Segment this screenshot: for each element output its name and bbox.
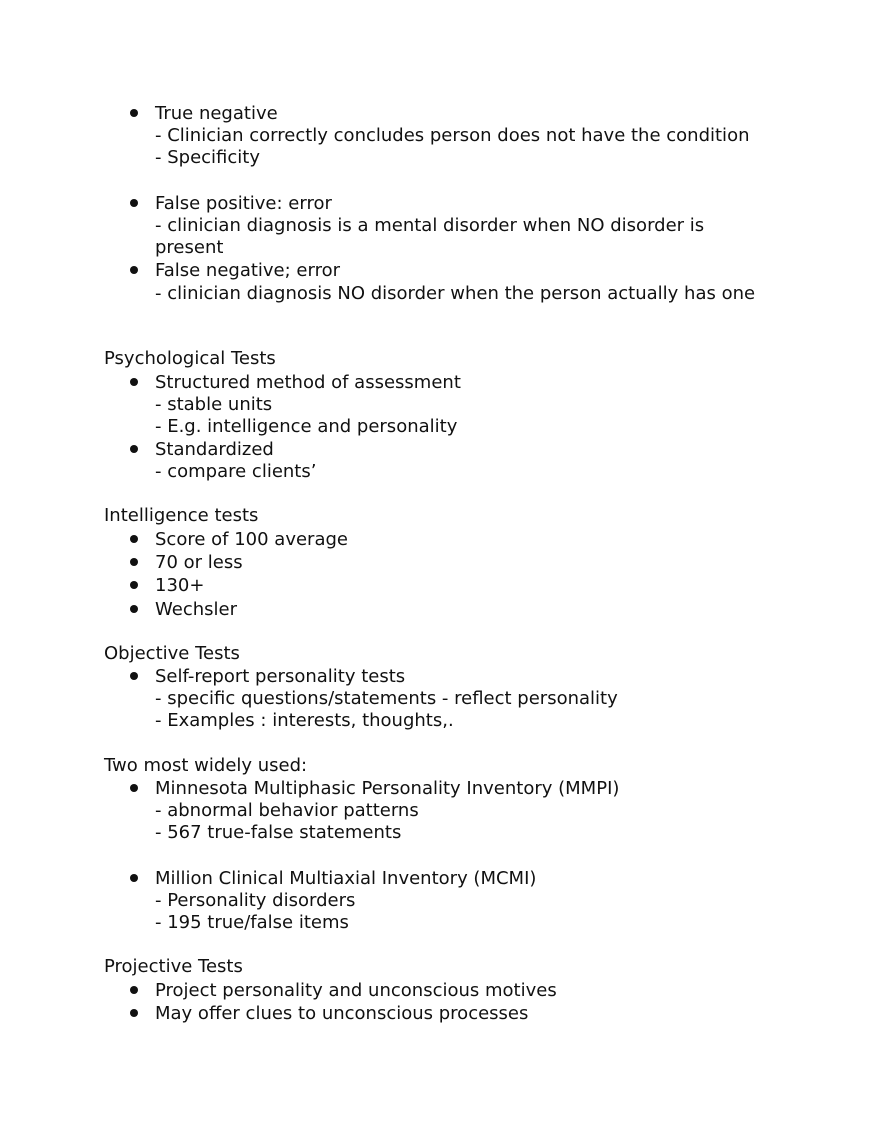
bullet-dot xyxy=(130,266,138,274)
bullet-item: 130+ xyxy=(155,575,205,596)
sub-line: - Personality disorders xyxy=(155,890,356,911)
section-heading-intelligence-tests: Intelligence tests xyxy=(104,505,259,526)
bullet-dot xyxy=(130,605,138,613)
sub-line: - specific questions/statements - reflect personality xyxy=(155,688,618,709)
bullet-true-negative: True negative xyxy=(155,103,278,124)
bullet-dot xyxy=(130,109,138,117)
bullet-dot xyxy=(130,581,138,589)
bullet-false-positive: False positive: error xyxy=(155,193,332,214)
bullet-item: 70 or less xyxy=(155,552,243,573)
section-heading-projective-tests: Projective Tests xyxy=(104,956,243,977)
sub-line: - E.g. intelligence and personality xyxy=(155,416,458,437)
sub-line: - Specificity xyxy=(155,147,260,168)
bullet-dot xyxy=(130,378,138,386)
bullet-false-negative: False negative; error xyxy=(155,260,340,281)
sub-line: - 567 true-false statements xyxy=(155,822,402,843)
bullet-item: Score of 100 average xyxy=(155,529,348,550)
sub-line: - Clinician correctly concludes person does not have the condition xyxy=(155,125,750,146)
section-heading-objective-tests: Objective Tests xyxy=(104,643,240,664)
bullet-item: Project personality and unconscious motives xyxy=(155,980,557,1001)
bullet-dot xyxy=(130,874,138,882)
bullet-item: May offer clues to unconscious processes xyxy=(155,1003,529,1024)
bullet-mcmi: Million Clinical Multiaxial Inventory (MCMI) xyxy=(155,868,537,889)
bullet-dot xyxy=(130,535,138,543)
sub-line: - clinician diagnosis NO disorder when the person actually has one xyxy=(155,283,756,304)
bullet-item: Wechsler xyxy=(155,599,237,620)
sub-line: - 195 true/false items xyxy=(155,912,349,933)
sub-line: - clinician diagnosis is a mental disorder when NO disorder is xyxy=(155,215,705,236)
bullet-self-report: Self-report personality tests xyxy=(155,666,406,687)
sub-line: - abnormal behavior patterns xyxy=(155,800,419,821)
sub-line: present xyxy=(155,237,224,258)
bullet-standardized: Standardized xyxy=(155,439,274,460)
bullet-dot xyxy=(130,784,138,792)
sub-line: - compare clients’ xyxy=(155,461,317,482)
bullet-dot xyxy=(130,445,138,453)
bullet-mmpi: Minnesota Multiphasic Personality Inventory (MMPI) xyxy=(155,778,620,799)
bullet-dot xyxy=(130,986,138,994)
bullet-dot xyxy=(130,558,138,566)
bullet-structured: Structured method of assessment xyxy=(155,372,461,393)
section-heading-psychological-tests: Psychological Tests xyxy=(104,348,276,369)
sub-line: - Examples : interests, thoughts,. xyxy=(155,710,454,731)
section-heading-two-most-used: Two most widely used: xyxy=(104,755,308,776)
bullet-dot xyxy=(130,1009,138,1017)
bullet-dot xyxy=(130,199,138,207)
bullet-dot xyxy=(130,672,138,680)
sub-line: - stable units xyxy=(155,394,273,415)
